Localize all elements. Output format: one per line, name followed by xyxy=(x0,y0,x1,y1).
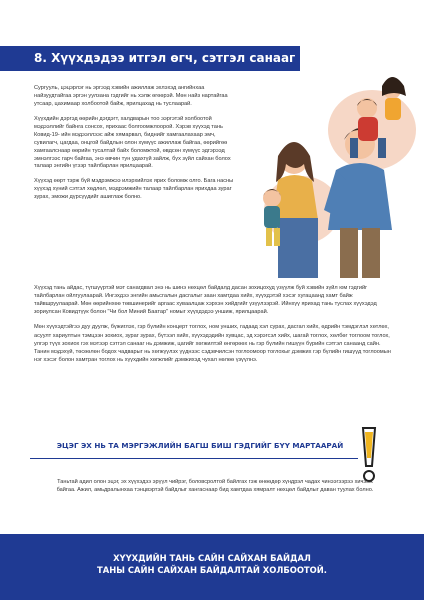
callout-text: Таньтай адил олон эцэг, эх хүүхэдээ эрүүл чийрэг, боловсролтой байлгах гэж өнөөдөр хүндрэл чадах чинээгээрээ хичээж байгаа. Ажил, амьдралынхаа тэнцвэртэй байдлыг хангаснаар бид хамтдаа хямралт нөхцөл байдлыг даван туулах болно. xyxy=(56,479,374,494)
footer-line-2: ТАНЫ САЙН САЙХАН БАЙДАЛТАЙ ХОЛБООТОЙ. xyxy=(97,565,327,576)
footer-line-1: ХҮҮХДИЙН ТАНЬ САЙН САЙХАН БАЙДАЛ xyxy=(113,553,311,563)
intro-paragraph: Хүүхдийн дэргэд өөрийн дэгдэгт, халдварын тоо ээргэтэй холбоотой мэдээллийг байнга сонсох, ярихаас болгоомжлоорой. Хэрэв хүүхэд тань Ковид-19- ийн мэдээллээс айж хямарвал, биднийг хамгаалахаар эмч, сувилагч, цагдаа, онцгой байдлын олон хүмүүс ажиллаж байгаа, өөрийгөө хамгаалснаар өөрийн тусалтай байх боломжтой, өвдсөн хүмүүс эдгэрээд эмнэлгээс гарч байгаа, энэ өвчин тун удахгүй зайлж, бүх зүйл сайхан болох талаар энгийн үгээр тайлбарлан ярилцаарай. xyxy=(34,115,231,170)
callout-title: ЭЦЭГ ЭХ НЬ ТА МЭРГЭЖЛИЙН БАГШ БИШ ГЭДГИЙГ БҮҮ МАРТААРАЙ xyxy=(40,441,360,450)
callout-divider xyxy=(30,458,358,459)
footer-banner xyxy=(0,534,424,600)
section-title: 8. Хүүхдэдээ итгэл өгч, сэтгэл санааг нь хуваалцах xyxy=(0,46,300,71)
family-illustration xyxy=(232,60,420,282)
body-paragraph: Мөн хүүхэдтэйгээ дуу дуулж, бүжиглэх, гэр бүлийн концерт тоглох, ном унших, гадаад хэл сурах, дасгал хийх, өдрийн тэмдэглэл хөтлөх, асуулт хариултын тэмцээн зохиох, зураг зурах, бүтээл хийх, хүүхэдэдийн хувцас, эд хэрэгсэл хийх, шагай тоглох, хөлбөг тоглоом тоглох, улгэр түүх зохиох гэх мэтээр сэтгэл санааг нь дэмжиж, цагийг хөгжилтэй өнгөрөөх нь гэр бүлийн гишүүн бүрийн сэтгэл санаанд сайн. Танин мэдэхүй, төсөөлөн бодох чадварыг нь хөгжүүлэх үүднээс сэдэвчилсэн тоглоомоор тоглохыг дэмжих гэр бүлийн гишүүд тоглоомын нэг хэсэг болон хамтран тоглох нь хүүхдийн хөгжлийг дэмжихэд чухал нөлөө үзүүлнэ. xyxy=(34,324,391,363)
body-paragraph: Хүүхэд тань айдас, түгшүүртэй мэт санагдвал энэ нь шинэ нөхцөл байдалд дасан зохицохуд үзүүлж буй хэвийн зүйл юм гэдгийг тайлбарлан ойлгуулаарай. Ингэхдээ энгийн амьсгалын дасгалыг заан хамтдаа хийх, хүүхдэтэй хэсэг хугацаанд хамт байж тайвшруулаарай. Мөн өөрийнхөө төвшинерийг аргаас хуваалцаж хэрхэн хийдгийг үзүүлээрэй. Ийнхүү ярихад тань туслах хүүхэдэд зориулсан Ковидтүүк болон "Чи бол Миний Баатар" номыг хүүхдэдээ уншиж, ярилцаарай. xyxy=(34,285,377,316)
intro-paragraph: Сургууль, цэцэрлэг нь эргээд хэвийн ажиллаж эхлэхэд ангийнхаа найзуудтайгаа эргэн уулзана гэдгийг нь хэлж өгөөрэй. Мөн найз нартайгаа утсаар, цахимаар холбоотой байж, ярилцахад нь туслаарай. xyxy=(34,85,228,107)
intro-paragraph: Хүүхэд өөрт тэрж бүй мэдрэмжээ илэрхийлэх ярих боломж олго. Бага насны хүүхэд хүний сэтгэл хөдлөл, мэдрэмжийн талаар тайлбарлан ярихдаа зураг зурах, эможи дүрсүүдийг ашиглаж болно. xyxy=(34,178,234,201)
footer-message xyxy=(0,552,424,576)
exclamation-icon xyxy=(354,424,384,486)
intro-text xyxy=(34,85,234,209)
body-text xyxy=(34,284,394,371)
